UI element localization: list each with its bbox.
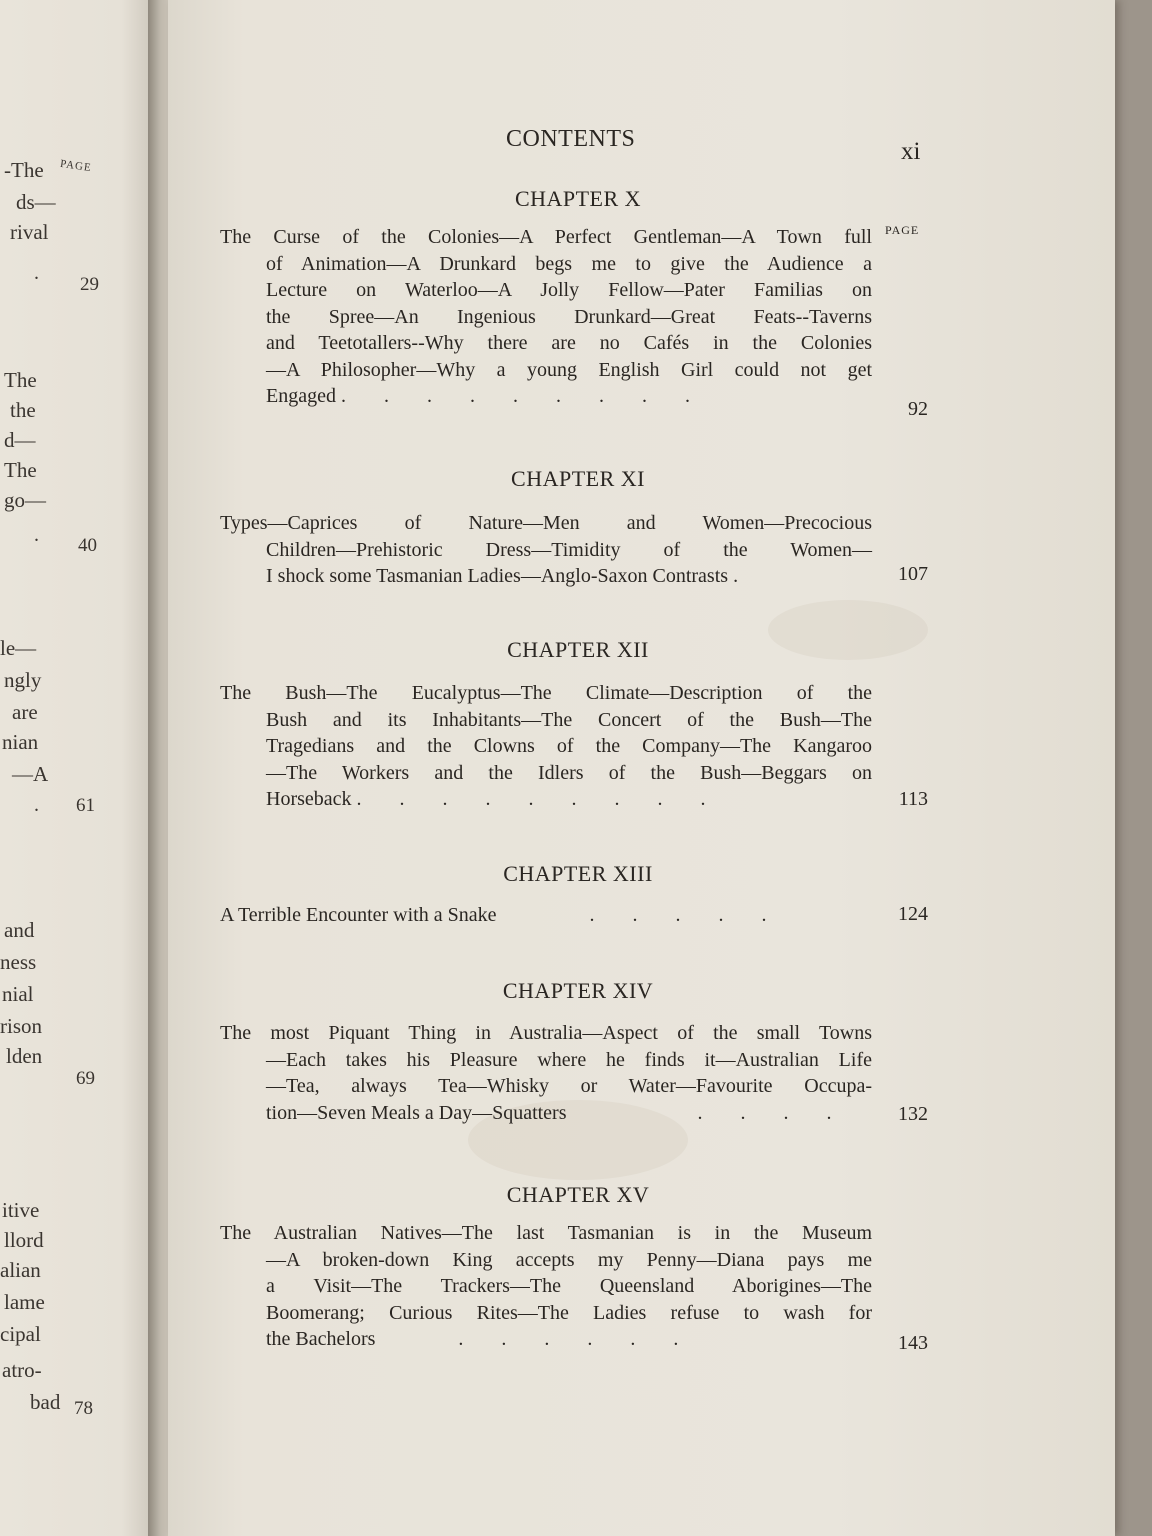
chapter-heading: CHAPTER XII [507, 637, 649, 662]
dot-leaders: ...... [458, 1328, 717, 1350]
summary-final-words: tion—Seven Meals a Day—Squatters [266, 1101, 567, 1124]
left-fragment: are [12, 700, 38, 724]
left-fragment: d— [4, 428, 36, 452]
summary-final-words: Horseback [266, 788, 352, 810]
right-page [168, 0, 1115, 1536]
left-fragment: and [4, 918, 35, 942]
left-page-number: 78 [74, 1398, 93, 1419]
chapter-page-number: 124 [898, 903, 928, 925]
left-page-label: PAGE [59, 157, 93, 175]
dot-leaders: ..... [589, 904, 805, 926]
chapter-summary [220, 1220, 872, 1353]
left-fragment: atro- [2, 1358, 42, 1382]
summary-line: Tragedians and the Clowns of the Company—The Kangaroo [266, 735, 872, 757]
left-fragment: nial [2, 982, 34, 1006]
running-title: CONTENTS [506, 126, 636, 152]
chapter-summary [220, 510, 872, 590]
chapter-heading: CHAPTER XV [506, 1182, 650, 1207]
summary-line: —Each takes his Pleasure where he finds it—Australian Life [266, 1048, 872, 1071]
summary-final-words: the Bachelors [266, 1328, 376, 1350]
chapter-page-number: 143 [898, 1332, 928, 1354]
chapter-page-number: 92 [908, 398, 928, 420]
summary-line: Children—Prehistoric Dress—Timidity of the Women— [266, 538, 872, 561]
summary-final-words: A Terrible Encounter with a Snake [220, 904, 497, 926]
left-fragment: rival [10, 220, 49, 244]
chapter-summary [220, 902, 872, 929]
summary-line: Bush and its Inhabitants—The Concert of the Bush—The [266, 708, 872, 731]
summary-line: —Tea, always Tea—Whisky or Water—Favourite Occupa- [266, 1075, 872, 1097]
summary-line: —A Philosopher—Why a young English Girl could not get [266, 358, 872, 381]
chapter-summary [220, 224, 872, 410]
left-fragment: lden [6, 1044, 43, 1068]
left-fragment: -The [4, 158, 44, 182]
left-fragment: —A [12, 762, 49, 786]
left-page-number: 40 [78, 535, 97, 556]
left-fragment: llord [4, 1228, 44, 1252]
left-fragment: bad [30, 1390, 61, 1414]
summary-line: —The Workers and the Idlers of the Bush—Beggars on [266, 761, 872, 784]
summary-line-last [220, 902, 872, 929]
left-fragment: rison [0, 1014, 42, 1038]
summary-line: and Teetotallers--Why there are no Cafés in the Colonies [266, 332, 872, 354]
chapter-page-number: 107 [898, 563, 928, 585]
summary-line: Lecture on Waterloo—A Jolly Fellow—Pater Familias on [266, 279, 872, 301]
chapter-heading: CHAPTER XIII [503, 861, 653, 886]
summary-line: the Spree—An Ingenious Drunkard—Great Feats--Taverns [266, 305, 872, 328]
left-fragment: ds— [16, 190, 56, 214]
page-column-label: PAGE [885, 223, 920, 237]
summary-line: Boomerang; Curious Rites—The Ladies refuse to wash for [266, 1301, 872, 1324]
summary-line-last [220, 383, 872, 410]
page-folio: xi [901, 138, 921, 165]
summary-line: The Curse of the Colonies—A Perfect Gentleman—A Town full [220, 226, 872, 248]
dot-leaders: . [733, 565, 777, 587]
chapter-summary [220, 1020, 872, 1126]
left-fragment: go— [4, 488, 46, 512]
left-fragment: alian [0, 1258, 41, 1282]
summary-final-words: I shock some Tasmanian Ladies—Anglo-Saxon Contrasts [266, 565, 729, 587]
chapter-heading: CHAPTER XIV [502, 978, 654, 1003]
left-page-number: 69 [76, 1068, 95, 1089]
dot-leaders: .... [697, 1101, 870, 1124]
left-page-number: 29 [80, 274, 99, 295]
summary-line-last [220, 1326, 872, 1353]
summary-line-last [220, 786, 872, 813]
summary-line: a Visit—The Trackers—The Queensland Aborigines—The [266, 1275, 872, 1297]
summary-line: The Australian Natives—The last Tasmanian is in the Museum [220, 1222, 872, 1244]
summary-line: The most Piquant Thing in Australia—Aspect of the small Towns [220, 1022, 872, 1044]
left-fragment: lame [4, 1290, 45, 1314]
summary-line: of Animation—A Drunkard begs me to give the Audience a [266, 252, 872, 275]
left-fragment: ngly [4, 668, 42, 692]
chapter-heading: CHAPTER XI [511, 466, 645, 491]
left-leader-dot: . [34, 794, 39, 816]
left-fragment: cipal [0, 1322, 41, 1346]
left-page [0, 0, 152, 1536]
left-fragment: ness [0, 950, 37, 974]
dot-leaders: ......... [356, 788, 744, 810]
chapter-page-number: 132 [898, 1103, 928, 1125]
summary-line-last [220, 563, 872, 590]
left-fragment: The [4, 458, 37, 482]
left-fragment: le— [0, 636, 37, 660]
summary-final-words: Engaged [266, 385, 336, 407]
chapter-summary [220, 680, 872, 813]
left-fragment: nian [2, 730, 39, 754]
dot-leaders: ......... [340, 385, 728, 407]
chapter-heading: CHAPTER X [514, 186, 642, 211]
left-fragment: the [10, 398, 36, 422]
summary-line: —A broken-down King accepts my Penny—Diana pays me [266, 1248, 872, 1271]
left-page-number: 61 [76, 795, 95, 816]
left-leader-dot: . [34, 262, 39, 284]
summary-line-last [220, 1100, 872, 1127]
summary-line: Types—Caprices of Nature—Men and Women—Precocious [220, 512, 872, 534]
left-leader-dot: . [34, 524, 39, 546]
chapter-page-number: 113 [898, 788, 928, 810]
left-fragment: The [4, 368, 37, 392]
left-fragment: itive [2, 1198, 40, 1222]
summary-line: The Bush—The Eucalyptus—The Climate—Description of the [220, 682, 872, 704]
